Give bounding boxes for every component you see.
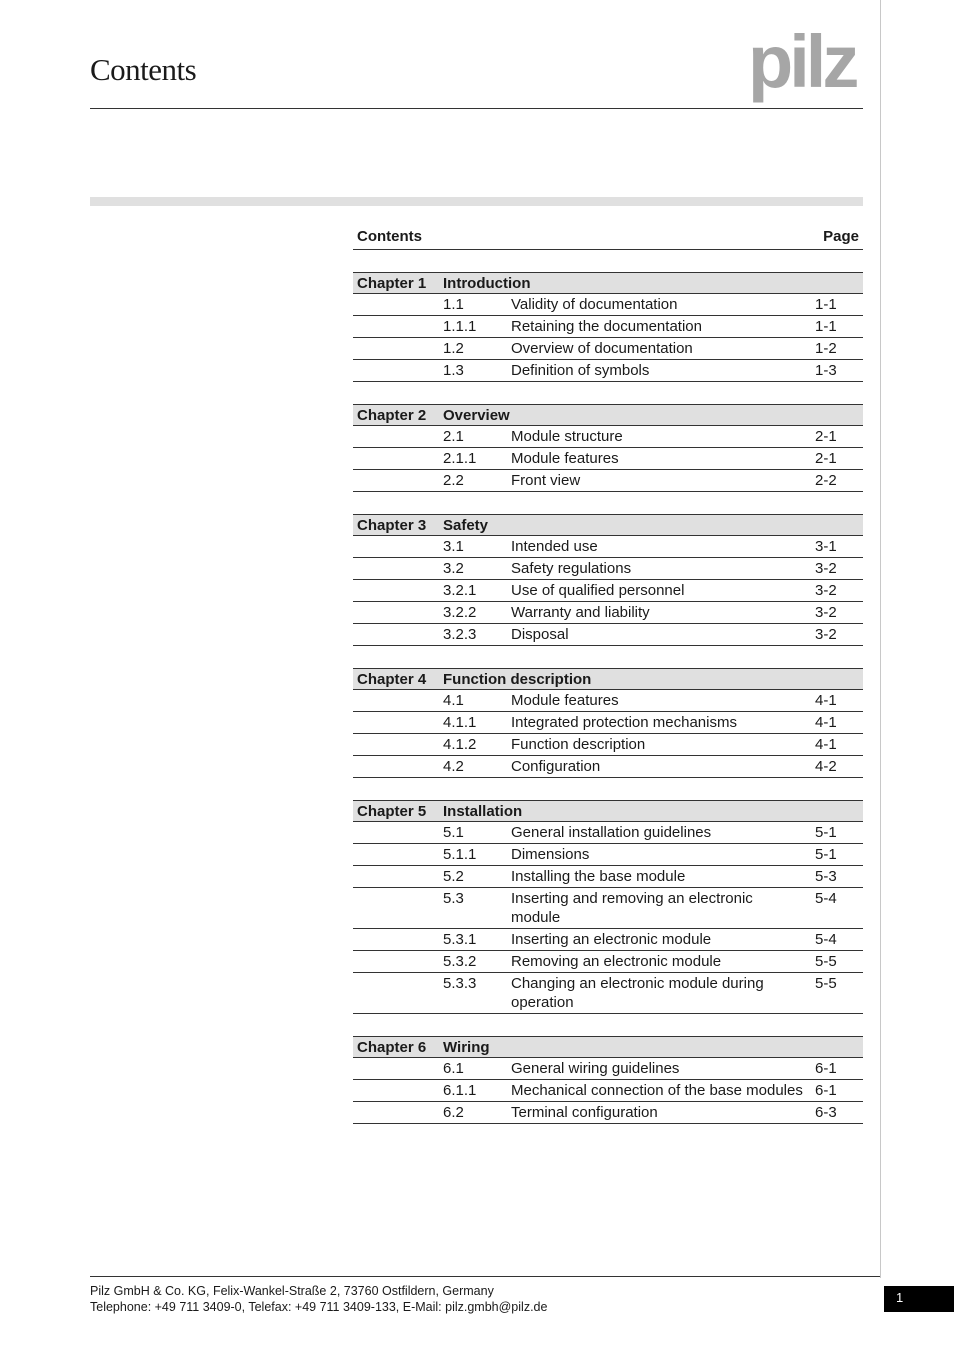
toc-chapter <box>353 1036 863 1124</box>
footer-divider <box>90 1276 880 1277</box>
entry-page: 5-5 <box>815 975 837 992</box>
entry-number: 5.3.2 <box>443 953 477 970</box>
entry-number: 3.2.3 <box>443 626 477 643</box>
entry-title: Retaining the documentation <box>511 318 702 335</box>
entry-page: 2-1 <box>815 450 837 467</box>
entry-number: 1.1.1 <box>443 318 477 335</box>
chapter-title: Function description <box>443 670 592 688</box>
toc-entry[interactable] <box>353 360 863 382</box>
entry-page: 2-2 <box>815 472 837 489</box>
entry-page: 4-2 <box>815 758 837 775</box>
toc-entry[interactable] <box>353 338 863 360</box>
toc-entry[interactable] <box>353 294 863 316</box>
entry-title: General installation guidelines <box>511 824 712 841</box>
chapter-label: Chapter 3 <box>357 516 427 534</box>
pilz-logo: pilz <box>748 20 856 103</box>
entry-page: 5-1 <box>815 824 837 841</box>
toc-chapters <box>353 272 863 1124</box>
entry-number: 5.1 <box>443 824 464 841</box>
footer <box>90 1283 547 1315</box>
entry-number: 1.1 <box>443 296 464 313</box>
entry-page: 6-1 <box>815 1082 837 1099</box>
entry-page: 3-1 <box>815 538 837 555</box>
chapter-heading[interactable] <box>353 404 863 426</box>
entry-number: 5.2 <box>443 868 464 885</box>
entry-title: Module features <box>511 692 619 709</box>
toc-chapter <box>353 272 863 382</box>
entry-page: 6-3 <box>815 1104 837 1121</box>
entry-page: 5-4 <box>815 890 837 907</box>
toc-entry[interactable] <box>353 951 863 973</box>
entry-page: 3-2 <box>815 560 837 577</box>
chapter-title: Installation <box>443 802 523 820</box>
entry-page: 1-3 <box>815 362 837 379</box>
toc-entry[interactable] <box>353 866 863 888</box>
entry-number: 4.1.2 <box>443 736 477 753</box>
chapter-heading[interactable] <box>353 514 863 536</box>
toc-entry[interactable] <box>353 844 863 866</box>
chapter-label: Chapter 2 <box>357 406 427 424</box>
entry-page: 5-1 <box>815 846 837 863</box>
entry-number: 5.3 <box>443 890 464 907</box>
entry-number: 2.1 <box>443 428 464 445</box>
entry-number: 6.1 <box>443 1060 464 1077</box>
chapter-heading[interactable] <box>353 668 863 690</box>
toc-header-contents: Contents <box>357 228 422 245</box>
entry-title: Safety regulations <box>511 560 632 577</box>
toc-entry[interactable] <box>353 929 863 951</box>
entry-page: 5-4 <box>815 931 837 948</box>
entry-number: 3.1 <box>443 538 464 555</box>
entry-title: Changing an electronic module during operation <box>511 975 764 1011</box>
entry-page: 4-1 <box>815 714 837 731</box>
entry-title: Installing the base module <box>511 868 686 885</box>
toc-entry[interactable] <box>353 734 863 756</box>
entry-number: 4.1 <box>443 692 464 709</box>
section-band <box>90 197 863 206</box>
entry-title: Integrated protection mechanisms <box>511 714 737 731</box>
toc-entry[interactable] <box>353 1058 863 1080</box>
entry-title: Removing an electronic module <box>511 953 722 970</box>
chapter-heading[interactable] <box>353 800 863 822</box>
entry-number: 3.2.1 <box>443 582 477 599</box>
entry-title: General wiring guidelines <box>511 1060 680 1077</box>
toc-entry[interactable] <box>353 558 863 580</box>
toc-entry[interactable] <box>353 602 863 624</box>
chapter-heading[interactable] <box>353 272 863 294</box>
toc-header-page: Page <box>823 228 859 245</box>
entry-number: 1.3 <box>443 362 464 379</box>
entry-title: Inserting and removing an electronic module <box>511 890 753 926</box>
entry-page: 1-2 <box>815 340 837 357</box>
toc-entry[interactable] <box>353 624 863 646</box>
entry-title: Module structure <box>511 428 623 445</box>
entry-number: 5.3.1 <box>443 931 477 948</box>
chapter-title: Introduction <box>443 274 531 292</box>
entry-title: Warranty and liability <box>511 604 650 621</box>
entry-title: Inserting an electronic module <box>511 931 712 948</box>
entry-number: 3.2 <box>443 560 464 577</box>
entry-page: 1-1 <box>815 296 837 313</box>
entry-title: Intended use <box>511 538 598 555</box>
entry-title: Module features <box>511 450 619 467</box>
chapter-label: Chapter 5 <box>357 802 427 820</box>
toc-entry[interactable] <box>353 316 863 338</box>
entry-page: 4-1 <box>815 692 837 709</box>
toc-entry[interactable] <box>353 888 863 929</box>
chapter-title: Overview <box>443 406 510 424</box>
toc-entry[interactable] <box>353 470 863 492</box>
entry-title: Terminal configuration <box>511 1104 658 1121</box>
entry-page: 2-1 <box>815 428 837 445</box>
entry-title: Front view <box>511 472 581 489</box>
chapter-label: Chapter 1 <box>357 274 427 292</box>
entry-title: Function description <box>511 736 646 753</box>
entry-number: 6.1.1 <box>443 1082 477 1099</box>
table-of-contents <box>353 228 863 1124</box>
toc-entry[interactable] <box>353 973 863 1014</box>
right-margin-rule <box>880 0 881 1278</box>
entry-title: Overview of documentation <box>511 340 693 357</box>
footer-contact: Telephone: +49 711 3409-0, Telefax: +49 711 3409-133, E-Mail: pilz.gmbh@pilz.de <box>90 1300 548 1314</box>
entry-page: 3-2 <box>815 626 837 643</box>
chapter-title: Safety <box>443 516 489 534</box>
chapter-title: Wiring <box>443 1038 490 1056</box>
entry-title: Configuration <box>511 758 601 775</box>
toc-entry[interactable] <box>353 712 863 734</box>
entry-number: 6.2 <box>443 1104 464 1121</box>
entry-page: 6-1 <box>815 1060 837 1077</box>
entry-number: 4.2 <box>443 758 464 775</box>
entry-title: Mechanical connection of the base modules <box>511 1082 803 1099</box>
page-number: 1 <box>884 1286 954 1312</box>
entry-title: Disposal <box>511 626 569 643</box>
entry-title: Validity of documentation <box>511 296 678 313</box>
footer-address: Pilz GmbH & Co. KG, Felix-Wankel-Straße 2, 73760 Ostfildern, Germany <box>90 1284 494 1298</box>
toc-chapter <box>353 800 863 1014</box>
entry-page: 5-3 <box>815 868 837 885</box>
entry-title: Dimensions <box>511 846 590 863</box>
entry-title: Definition of symbols <box>511 362 650 379</box>
toc-entry[interactable] <box>353 426 863 448</box>
toc-chapter <box>353 514 863 646</box>
toc-entry[interactable] <box>353 690 863 712</box>
entry-title: Use of qualified personnel <box>511 582 685 599</box>
toc-entry[interactable] <box>353 1080 863 1102</box>
toc-header <box>353 228 863 250</box>
toc-chapter <box>353 668 863 778</box>
entry-page: 5-5 <box>815 953 837 970</box>
chapter-label: Chapter 4 <box>357 670 427 688</box>
entry-page: 1-1 <box>815 318 837 335</box>
entry-page: 4-1 <box>815 736 837 753</box>
entry-number: 1.2 <box>443 340 464 357</box>
entry-page: 3-2 <box>815 582 837 599</box>
toc-entry[interactable] <box>353 1102 863 1124</box>
toc-entry[interactable] <box>353 756 863 778</box>
entry-number: 3.2.2 <box>443 604 477 621</box>
chapter-label: Chapter 6 <box>357 1038 427 1056</box>
page-title: Contents <box>90 52 197 87</box>
toc-entry[interactable] <box>353 822 863 844</box>
toc-chapter <box>353 404 863 492</box>
toc-entry[interactable] <box>353 536 863 558</box>
toc-entry[interactable] <box>353 448 863 470</box>
entry-number: 5.1.1 <box>443 846 477 863</box>
entry-number: 2.2 <box>443 472 464 489</box>
entry-number: 2.1.1 <box>443 450 477 467</box>
entry-number: 5.3.3 <box>443 975 477 992</box>
header-divider <box>90 108 863 109</box>
entry-page: 3-2 <box>815 604 837 621</box>
entry-number: 4.1.1 <box>443 714 477 731</box>
toc-entry[interactable] <box>353 580 863 602</box>
chapter-heading[interactable] <box>353 1036 863 1058</box>
